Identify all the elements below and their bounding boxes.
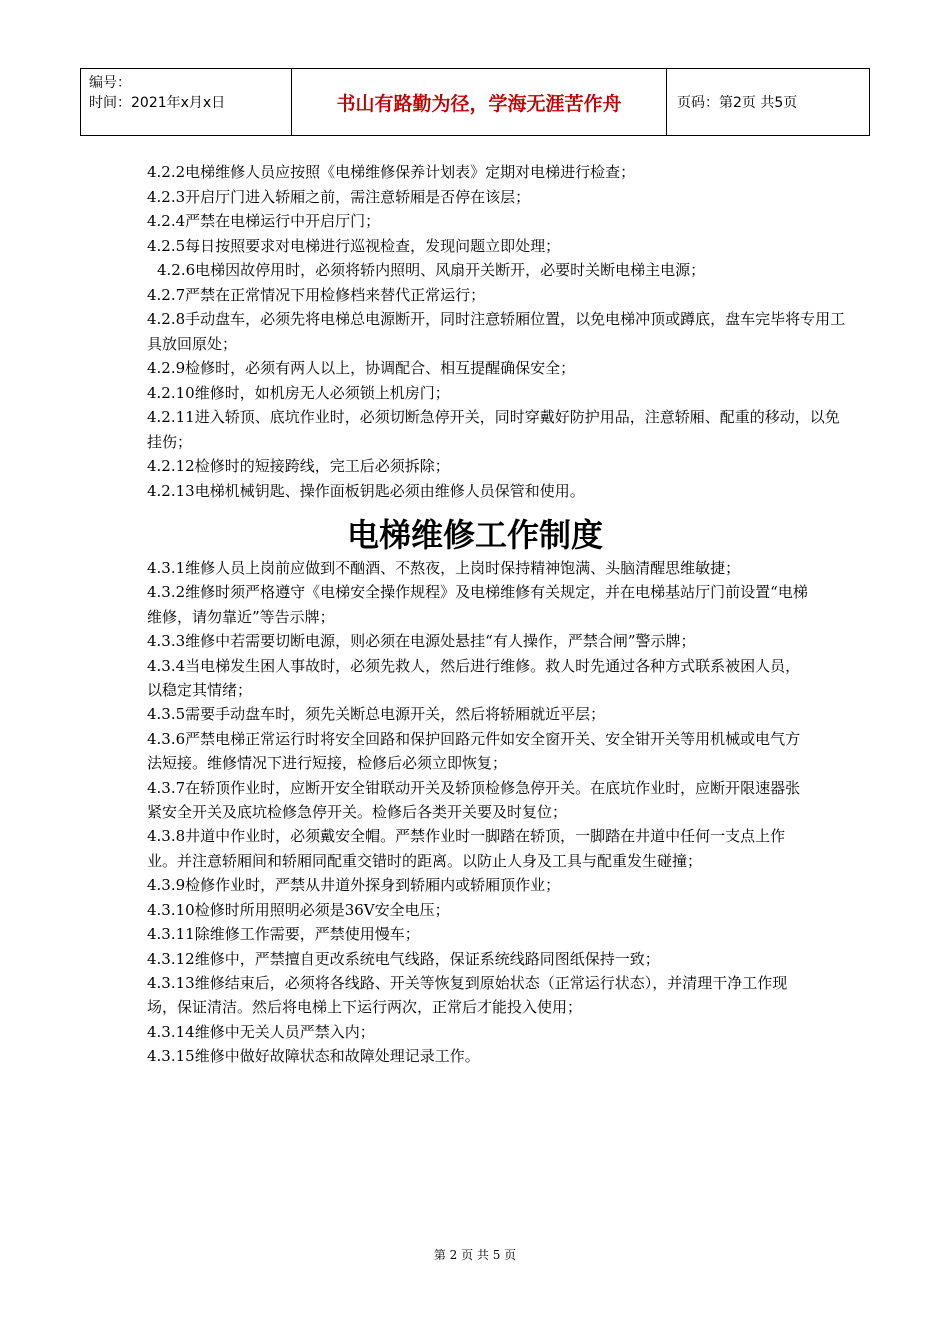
rule-paragraph: 4.3.7在轿顶作业时，应断开安全钳联动开关及轿顶检修急停开关。在底坑作业时，应断开限速器张紧安全开关及底坑检修急停开关。检修后各类开关要及时复位； bbox=[147, 778, 801, 822]
rule-paragraph: 4.3.3维修中若需要切断电源，则必须在电源处悬挂“有人操作，严禁合闸”警示牌； bbox=[147, 632, 696, 651]
rule-paragraph: 4.2.3开启厅门进入轿厢之前，需注意轿厢是否停在该层； bbox=[147, 187, 531, 206]
rule-paragraph: 4.3.11除维修工作需要，严禁使用慢车； bbox=[147, 925, 420, 944]
rule-paragraph: 4.2.10维修时，如机房无人必须锁上机房门； bbox=[147, 383, 450, 402]
rule-paragraph: 4.2.2电梯维修人员应按照《电梯维修保养计划表》定期对电梯进行检查； bbox=[147, 163, 636, 181]
section-title: 电梯维修工作制度 bbox=[346, 516, 603, 554]
rule-paragraph: 4.3.8井道中作业时，必须戴安全帽。严禁作业时一脚踏在轿顶，一脚踏在井道中任何一支点上作业。并注意轿厢间和轿厢同配重交错时的距离。以防止人身及工具与配重发生碰撞； bbox=[147, 827, 786, 870]
rule-paragraph: 4.3.2维修时须严格遵守《电梯安全操作规程》及电梯维修有关规定，并在电梯基站厅门前设置“电梯维修，请勿靠近”等告示牌； bbox=[147, 583, 808, 626]
document-number-label: 编号： bbox=[89, 75, 131, 91]
rule-paragraph: 4.2.6电梯因故停用时，必须将轿内照明、风扇开关断开，必要时关断电梯主电源； bbox=[157, 261, 706, 279]
rule-paragraph: 4.2.7严禁在正常情况下用检修档来替代正常运行； bbox=[147, 285, 486, 304]
document-header bbox=[80, 68, 870, 136]
rule-paragraph: 4.2.13电梯机械钥匙、操作面板钥匙必须由维修人员保管和使用。 bbox=[147, 481, 585, 500]
rule-paragraph: 4.2.5每日按照要求对电梯进行巡视检查，发现问题立即处理； bbox=[147, 236, 561, 255]
rule-paragraph: 4.3.10检修时所用照明必须是36V安全电压； bbox=[147, 900, 450, 919]
rule-paragraph: 4.3.12维修中，严禁擅自更改系统电气线路，保证系统线路同图纸保持一致； bbox=[147, 949, 660, 968]
rule-paragraph: 4.2.8手动盘车，必须先将电梯总电源断开，同时注意轿厢位置，以免电梯冲顶或蹲底，盘车完毕将专用工具放回原处； bbox=[147, 310, 846, 353]
rule-paragraph: 4.2.11进入轿顶、底坑作业时，必须切断急停开关，同时穿戴好防护用品，注意轿厢、配重的移动，以免挂伤； bbox=[147, 408, 840, 451]
section-4-2-rules bbox=[147, 160, 852, 503]
rule-paragraph: 4.3.1维修人员上岗前应做到不酗酒、不熬夜，上岗时保持精神饱满、头脑清醒思维敏捷； bbox=[147, 559, 741, 577]
rule-paragraph: 4.3.6严禁电梯正常运行时将安全回路和保护回路元件如安全窗开关、安全钳开关等用机械或电气方法短接。维修情况下进行短接，检修后必须立即恢复； bbox=[147, 729, 801, 773]
rule-paragraph: 4.3.13维修结束后，必须将各线路、开关等恢复到原始状态（正常运行状态），并清理干净工作现场，保证清洁。然后将电梯上下运行两次，正常后才能投入使用； bbox=[147, 973, 788, 1017]
section-4-3-rules bbox=[147, 556, 812, 1069]
rule-paragraph: 4.2.9检修时，必须有两人以上，协调配合、相互提醒确保安全； bbox=[147, 359, 576, 377]
page-footer: 第 2 页 共 5 页 bbox=[433, 1248, 517, 1262]
rule-paragraph: 4.3.4当电梯发生困人事故时，必须先救人，然后进行维修。救人时先通过各种方式联系被困人员，以稳定其情绪； bbox=[147, 656, 801, 700]
rule-paragraph: 4.3.5需要手动盘车时，须先关断总电源开关，然后将轿厢就近平层； bbox=[147, 705, 606, 724]
rule-paragraph: 4.2.12检修时的短接跨线，完工后必须拆除； bbox=[147, 457, 450, 475]
rule-paragraph: 4.2.4严禁在电梯运行中开启厅门； bbox=[147, 212, 381, 230]
rule-paragraph: 4.3.9检修作业时，严禁从井道外探身到轿厢内或轿厢顶作业； bbox=[147, 876, 561, 895]
document-date: 时间：2021年x月x日 bbox=[89, 95, 226, 111]
header-meta bbox=[81, 69, 292, 136]
header-motto: 书山有路勤为径，学海无涯苦作舟 bbox=[292, 69, 667, 136]
rule-paragraph: 4.3.15维修中做好故障状态和故障处理记录工作。 bbox=[147, 1047, 480, 1066]
header-page-info: 页码：第2页 共5页 bbox=[667, 69, 870, 136]
rule-paragraph: 4.3.14维修中无关人员严禁入内； bbox=[147, 1022, 375, 1041]
